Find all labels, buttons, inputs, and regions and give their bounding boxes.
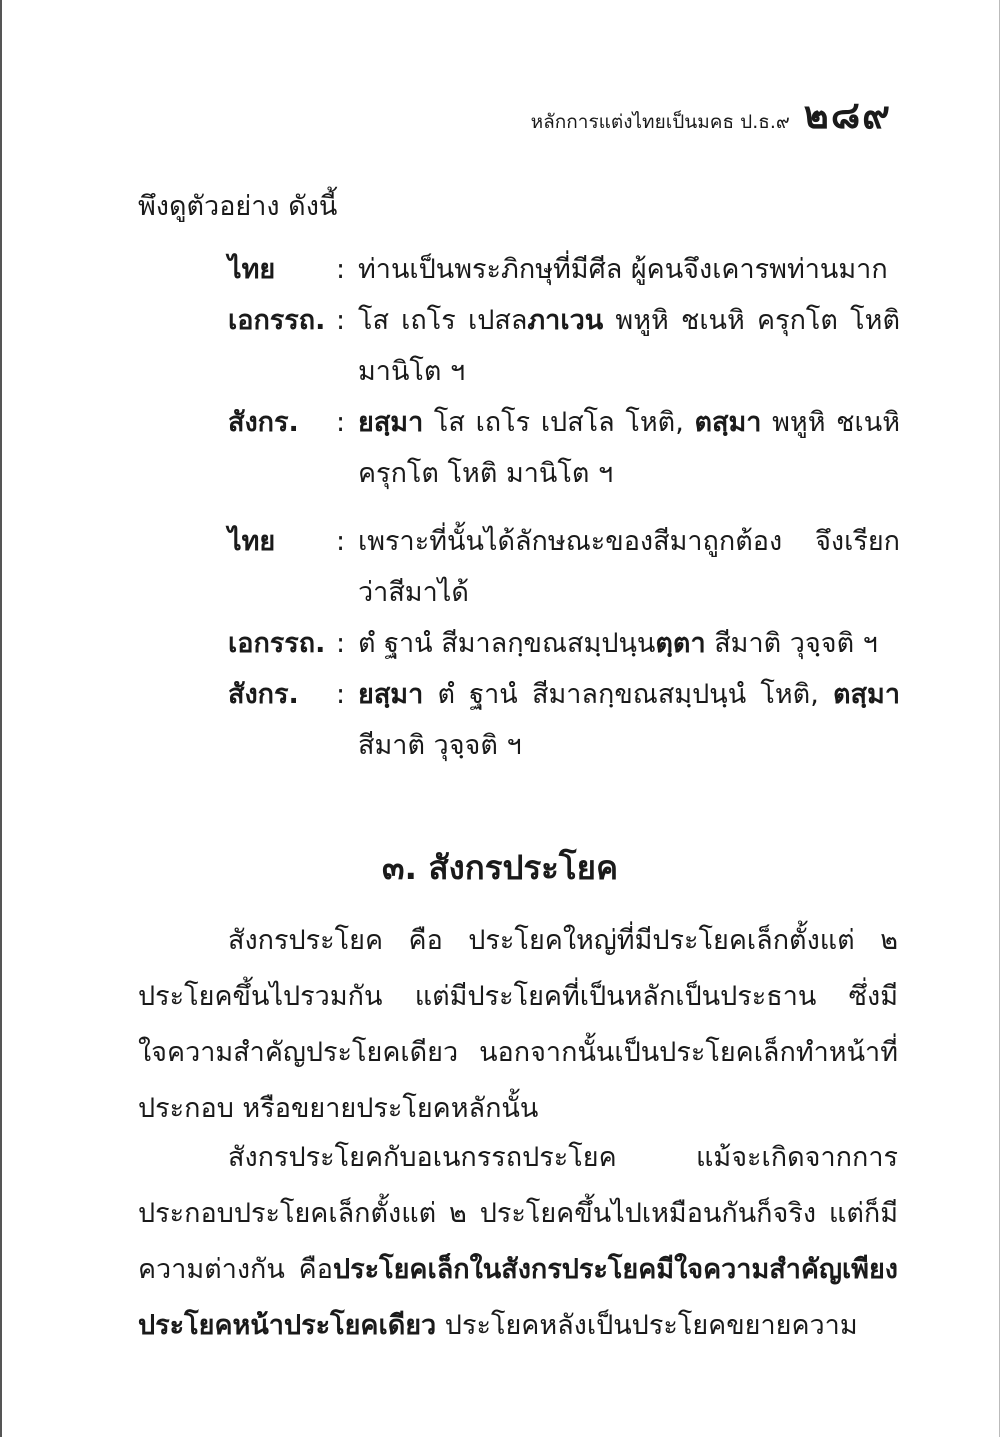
text-segment: ตํ ฐานํ สีมาลกฺขณสมฺปนฺน — [358, 628, 656, 659]
text-segment: สีมาติ วุจฺจติ ฯ — [705, 628, 878, 659]
example-2-thai-row — [228, 516, 900, 618]
colon: : — [336, 305, 346, 336]
running-title: หลักการแต่งไทยเป็นมคธ ป.ธ.๙ — [530, 111, 790, 133]
text-segment: สีมาติ วุจฺจติ ฯ — [358, 730, 522, 761]
thai-sentence: ท่านเป็นพระภิกษุที่มีศีล ผู้คนจึงเคารพท่านมาก — [358, 254, 888, 285]
example-2-ekaratha-row — [228, 618, 900, 669]
bold-segment: ตสฺมา — [833, 679, 900, 710]
ekaratha-sentence — [358, 618, 900, 669]
sangkara-sentence — [358, 669, 900, 771]
example-1-sangkara-row — [228, 397, 900, 499]
example-1 — [228, 244, 900, 499]
colon: : — [336, 254, 346, 285]
paragraph-1: สังกรประโยค คือ ประโยคใหญ่ที่มีประโยคเล็กตั้งแต่ ๒ ประโยคขึ้นไปรวมกัน แต่มีประโยคที่เป็นหลักเป็นประธาน ซึ่งมีใจความสำคัญประโยคเดียว นอกจากนั้นเป็นประโยคเล็กทำหน้าที่ประกอบ หรือขยายประโยคหลักนั้น — [138, 925, 898, 1124]
example-1-thai-row — [228, 244, 900, 295]
text-segment: ตํ ฐานํ สีมาลกฺขณสมฺปนฺนํ โหติ, — [423, 679, 834, 710]
running-head — [531, 84, 892, 145]
example-2 — [228, 516, 900, 771]
ekaratha-sentence — [358, 295, 900, 397]
label-sangkara: สังกร. — [228, 407, 299, 438]
colon: : — [336, 679, 346, 710]
label-thai: ไทย — [228, 526, 276, 557]
page-number: ๒๘๙ — [803, 93, 892, 137]
label-thai: ไทย — [228, 254, 276, 285]
label-sangkara: สังกร. — [228, 679, 299, 710]
colon: : — [336, 526, 346, 557]
example-1-ekaratha-row — [228, 295, 900, 397]
bold-segment: ภาเวน — [527, 305, 604, 336]
page-edge-left — [0, 0, 2, 1437]
text-segment: ประโยคหลังเป็นประโยคขยายความ — [436, 1310, 858, 1341]
label-ekaratha: เอกรรถ. — [228, 305, 326, 336]
text-segment: โส เถโร เปสล — [358, 305, 528, 336]
intro-line: พึงดูตัวอย่าง ดังนี้ — [138, 191, 338, 222]
sangkara-sentence — [358, 397, 900, 499]
label-ekaratha: เอกรรถ. — [228, 628, 326, 659]
example-2-sangkara-row — [228, 669, 900, 771]
text-segment: สังกรประโยคกับอเนกรรถประโยค แม้จะเกิดจากการประกอบประโยคเล็กตั้งแต่ ๒ ประโยคขึ้นไปเหมือนกันก็จริง แต่ก็มีความต่างกัน คือ — [138, 1142, 898, 1285]
colon: : — [336, 407, 346, 438]
bold-segment: ตฺตา — [655, 628, 706, 659]
thai-sentence: เพราะที่นั้นได้ลักษณะของสีมาถูกต้อง จึงเรียกว่าสีมาได้ — [358, 526, 900, 608]
colon: : — [336, 628, 346, 659]
bold-segment: ประโยคเล็กในสังกรประโยคมีใจความสำคัญเพียงประโยคหน้าประโยคเดียว — [138, 1254, 898, 1341]
bold-segment: ยสฺมา — [358, 407, 424, 438]
bold-segment: ตสฺมา — [694, 407, 762, 438]
text-segment: พหูหิ ชเนหิ ครุกโต โหติ มานิโต ฯ — [358, 407, 900, 489]
paragraph-2 — [138, 1130, 898, 1354]
bold-segment: ยสฺมา — [358, 679, 424, 710]
text-segment: โส เถโร เปสโล โหติ, — [423, 407, 695, 438]
section-heading: ๓. สังกรประโยค — [381, 848, 619, 887]
text-segment: พหูหิ ชเนหิ ครุกโต โหติ มานิโต ฯ — [358, 305, 900, 387]
